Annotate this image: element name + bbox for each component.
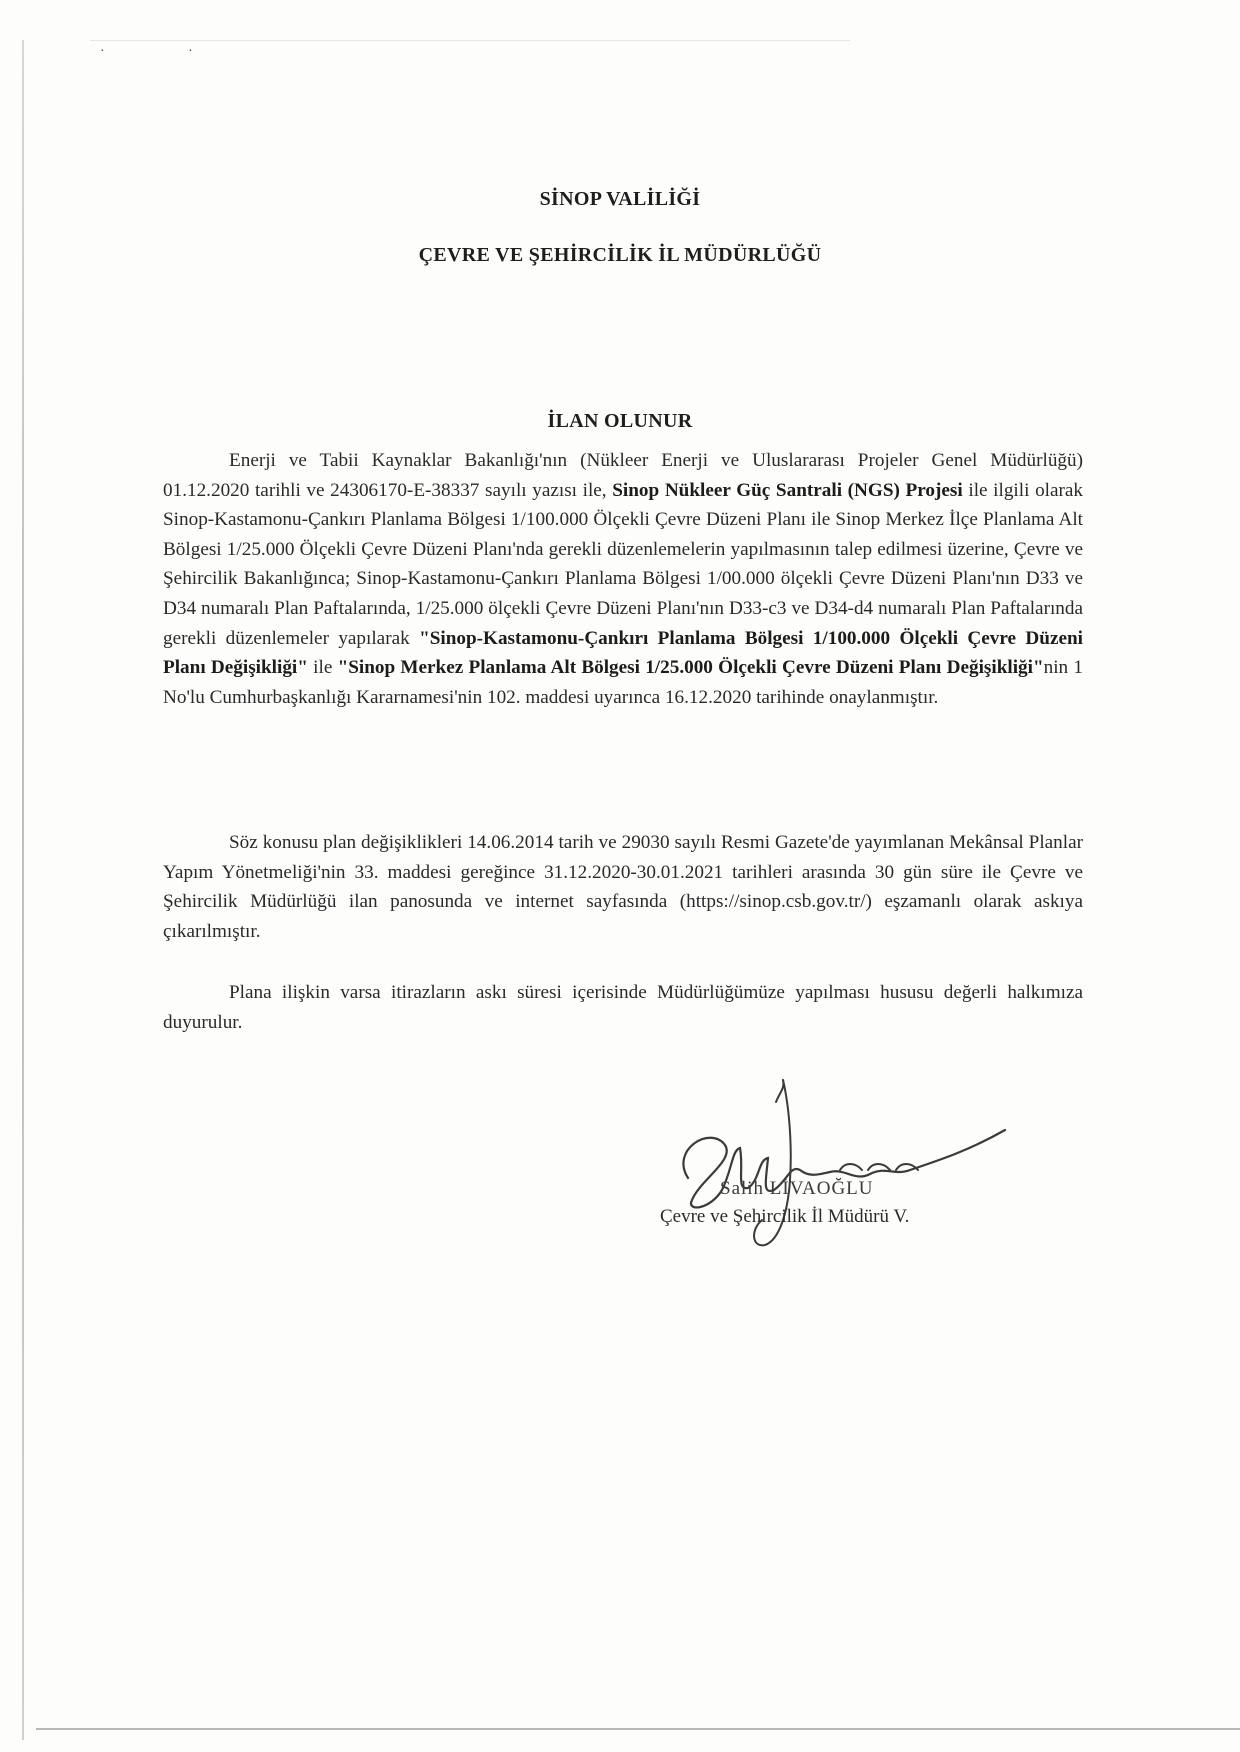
plan-change-local: "Sinop Merkez Planlama Alt Bölgesi 1/25.000 Ölçekli Çevre Düzeni Planı Değişikliği" [337, 657, 1044, 679]
notice-title: İLAN OLUNUR [547, 410, 693, 432]
signatory-name: Salih LİVAOĞLU [720, 1178, 874, 1199]
project-name: Sinop Nükleer Güç Santrali (NGS) Projesi [612, 479, 963, 501]
signatory-title: Çevre ve Şehircilik İl Müdürü V. [660, 1206, 910, 1227]
scan-edge-bottom [36, 1728, 1240, 1730]
paragraph1-text-1: Enerji ve Tabii Kaynaklar Bakanlığı'nın (Nükleer Enerji ve Uluslararası Projeler Genel Müdürlüğü) 01.12.2020 tarihli ve 24306170-E-38337 sayılı yazısı ile, [163, 450, 1083, 501]
scan-edge-left [22, 40, 24, 1740]
paragraph-publication [163, 828, 1083, 946]
paragraph1-text-2: ile ilgili olarak Sinop-Kastamonu-Çankırı Planlama Bölgesi 1/100.000 Ölçekli Çevre Düzeni Planı ile Sinop Merkez İlçe Planlama Alt Bölgesi 1/25.000 Ölçekli Çevre Düzeni Planı'nda gerekli düzenlemelerin yapılmasının talep edilmesi üzerine, Çevre ve Şehircilik Bakanlığınca; Sinop-Kastamonu-Çankırı Planlama Bölgesi 1/00.000 ölçekli Çevre Düzeni Planı'nın D33 ve D34 numaralı Plan Paftalarında, 1/25.000 ölçekli Çevre Düzeni Planı'nın D33-c3 ve D34-d4 numaralı Plan Paftalarında gerekli düzenlemeler yapılarak [163, 479, 1084, 649]
scan-specks: · · [100, 44, 233, 59]
paragraph3-text: Plana ilişkin varsa itirazların askı süresi içerisinde Müdürlüğümüze yapılması hususu değerli halkımıza duyurulur. [163, 982, 1083, 1033]
paragraph-approval [163, 446, 1083, 712]
paragraph1-text-3: ile [307, 657, 338, 679]
header-directorate: ÇEVRE VE ŞEHİRCİLİK İL MÜDÜRLÜĞÜ [418, 244, 822, 266]
handwritten-signature [640, 1070, 1020, 1270]
plan-change-regional: "Sinop-Kastamonu-Çankırı Planlama Bölgesi 1/100.000 Ölçekli Çevre Düzeni Planı Değişikliği" [163, 627, 1083, 679]
paragraph2-text: Söz konusu plan değişiklikleri 14.06.2014 tarih ve 29030 sayılı Resmi Gazete'de yayımlanan Mekânsal Planlar Yapım Yönetmeliği'nin 33. maddesi gereğince 31.12.2020-30.01.2021 tarihleri arasında 30 gün süre ile Çevre ve Şehircilik Müdürlüğü ilan panosunda ve internet sayfasında (https://sinop.csb.gov.tr/) eşzamanlı olarak askıya çıkarılmıştır. [163, 832, 1083, 942]
scan-edge-top [90, 40, 850, 41]
paragraph1-text-4: nin 1 No'lu Cumhurbaşkanlığı Kararnamesi'nin 102. maddesi uyarınca 16.12.2020 tarihinde onaylanmıştır. [163, 657, 1083, 708]
signature-block [640, 1070, 1020, 1270]
header-governorship: SİNOP VALİLİĞİ [539, 188, 701, 210]
paragraph-objection [163, 978, 1083, 1037]
